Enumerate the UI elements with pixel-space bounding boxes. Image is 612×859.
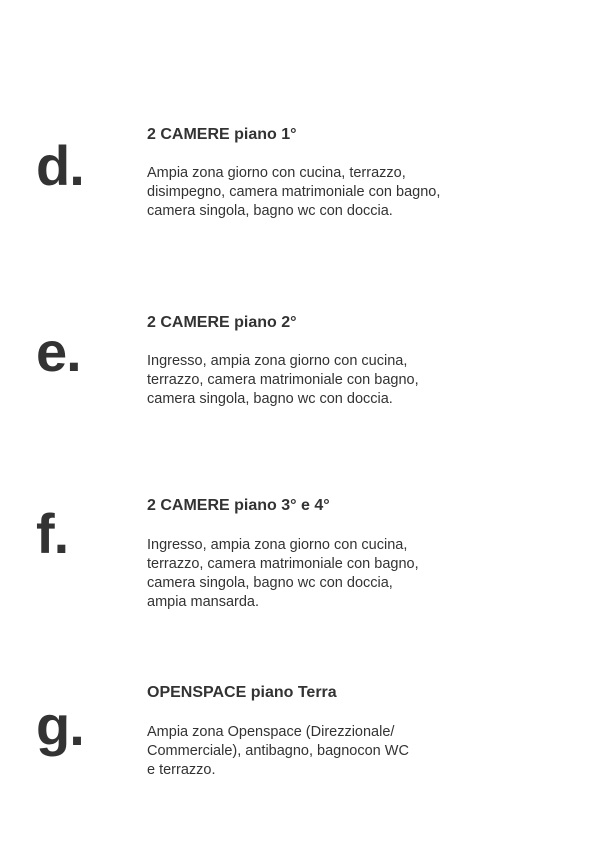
description-line: terrazzo, camera matrimoniale con bagno, (147, 372, 419, 388)
section-description (147, 536, 419, 612)
section-description (147, 723, 409, 780)
section-letter: f. (36, 502, 69, 565)
description-line: e terrazzo. (147, 762, 216, 778)
description-line: terrazzo, camera matrimoniale con bagno, (147, 556, 419, 572)
section-description (147, 352, 419, 409)
section-title: 2 CAMERE piano 1° (147, 126, 297, 143)
description-line: Ampia zona giorno con cucina, terrazzo, (147, 165, 406, 181)
description-line: Ingresso, ampia zona giorno con cucina, (147, 353, 408, 369)
description-line: Commerciale), antibagno, bagnocon WC (147, 743, 409, 759)
description-line: Ingresso, ampia zona giorno con cucina, (147, 537, 408, 553)
description-line: ampia mansarda. (147, 594, 260, 610)
section-letter: e. (36, 320, 81, 383)
description-line: camera singola, bagno wc con doccia, (147, 575, 393, 591)
description-line: camera singola, bagno wc con doccia. (147, 391, 393, 407)
description-line: camera singola, bagno wc con doccia. (147, 203, 393, 219)
section-title: 2 CAMERE piano 2° (147, 314, 297, 331)
section-letter: g. (36, 694, 84, 757)
description-line: disimpegno, camera matrimoniale con bagno, (147, 184, 441, 200)
section-title: 2 CAMERE piano 3° e 4° (147, 497, 330, 514)
section-letter: d. (36, 134, 84, 197)
section-description (147, 164, 440, 221)
description-line: Ampia zona Openspace (Direzzionale/ (147, 724, 395, 740)
section-title: OPENSPACE piano Terra (147, 684, 337, 701)
